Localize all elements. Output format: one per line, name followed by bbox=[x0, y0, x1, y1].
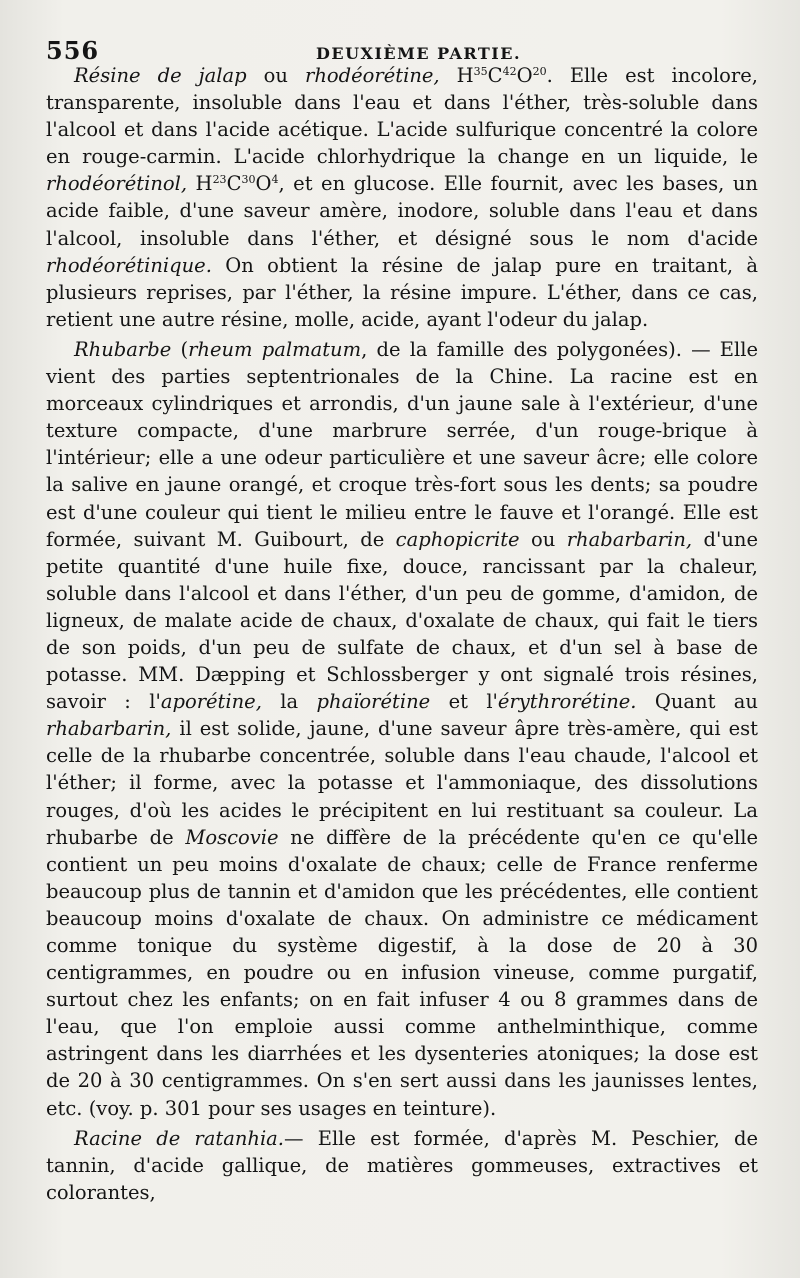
italic-term: rhodéorétinol, bbox=[46, 172, 188, 196]
text-run: . Elle est incolore, transparente, insoluble dans l'eau et dans l'éther, très-soluble dans l'alcool et dans l'acide acétique. L'acide sulfurique concentré la colore en rouge-carmin. L'acide chlorhydrique la change en un liquide, le bbox=[46, 64, 758, 169]
paragraph-racine-de-ratanhia bbox=[46, 1125, 758, 1206]
formula-subscript: 23 bbox=[212, 173, 227, 187]
italic-term: érythrorétine. bbox=[497, 690, 637, 714]
italic-term: phaïorétine bbox=[316, 690, 431, 714]
text-run: la bbox=[261, 690, 317, 714]
italic-term: rhabarbarin, bbox=[46, 717, 172, 741]
paragraph-resine-de-jalap bbox=[46, 62, 758, 333]
italic-term: Moscovie bbox=[185, 825, 279, 849]
text-run: H bbox=[187, 172, 213, 196]
text-run: O bbox=[516, 64, 533, 87]
italic-term: rhodéorétine, bbox=[305, 64, 440, 87]
italic-term: caphopicrite bbox=[395, 527, 520, 551]
text-run: , de la famille des polygonées). — Elle vient des parties septentrionales de la Chine. La racine est en morceaux cylindriques et arrondis, d'un jaune sale à l'extérieur, d'une texture compacte, d'une marbrure serrée, d'un rouge-brique à l'intérieur; elle a une odeur particulière et une saveur âcre; elle colore la salive en jaune orangé, et croque très-fort sous les dents; sa poudre est d'une couleur qui tient le milieu entre le fauve et l'orangé. Elle est formée, suivant M. Guibourt, de bbox=[46, 337, 759, 551]
text-run: On obtient la résine de jalap pure en traitant, à plusieurs reprises, par l'éther, la résine impure. L'éther, dans ce cas, retient une autre résine, molle, acide, ayant l'odeur du jalap. bbox=[46, 253, 758, 331]
running-head: DEUXIÈME PARTIE. bbox=[316, 44, 522, 63]
text-run: il est solide, jaune, d'une saveur âpre très-amère, qui est celle de la rhubarbe concentrée, soluble dans l'eau chaude, l'alcool et l'éther; il forme, avec la potasse et l'ammoniaque, des dissolutions rouges, d'où les acides le précipitent en lui restituant sa couleur. La rhubarbe de bbox=[46, 717, 758, 849]
formula-subscript: 4 bbox=[271, 173, 279, 187]
text-run: ne diffère de la précédente qu'en ce qu'elle contient un peu moins d'oxalate de chaux; celle de France renferme beaucoup plus de tannin et d'amidon que les précédentes, elle contient beaucoup moins d'oxalate de chaux. On administre ce médicament comme tonique du système digestif, à la dose de 20 à 30 centigrammes, en poudre ou en infusion vineuse, comme purgatif, surtout chez les enfants; on en fait infuser 4 ou 8 grammes dans de l'eau, que l'on emploie aussi comme anthelminthique, comme astringent dans les diarrhées et les dysenteries atoniques; la dose est de 20 à 30 centigrammes. On s'en sert aussi dans les jaunisses lentes, etc. (voy. p. 301 pour ses usages en teinture). bbox=[46, 825, 758, 1120]
text-run: ou bbox=[246, 64, 306, 87]
formula-subscript: 30 bbox=[241, 173, 256, 187]
page-body bbox=[46, 62, 758, 1206]
text-run: ou bbox=[519, 527, 567, 551]
italic-term: rheum palmatum bbox=[188, 337, 362, 361]
paragraph-rhubarbe bbox=[46, 336, 758, 1122]
text-run: C bbox=[226, 172, 242, 196]
page-number: 556 bbox=[46, 36, 100, 65]
italic-term: Racine de ratanhia. bbox=[74, 1126, 285, 1150]
text-run: d'une petite quantité d'une huile fixe, douce, rancissant par la chaleur, soluble dans l'alcool et dans l'éther, d'un peu de gomme, d'amidon, de ligneux, de malate acide de chaux, d'oxalate de chaux, qui fait le tiers de son poids, d'un peu de sulfate de chaux, et d'un sel à base de potasse. MM. Dæpping et Schlossberger y ont signalé trois résines, savoir : l' bbox=[46, 527, 759, 714]
italic-term: Rhubarbe bbox=[74, 337, 172, 361]
formula-subscript: 42 bbox=[502, 65, 517, 78]
text-run: , et en glucose. Elle fournit, avec les bases, un acide faible, d'une saveur amère, inodore, soluble dans l'eau et dans l'alcool, insoluble dans l'éther, et désigné sous le nom d'acide bbox=[46, 172, 758, 250]
italic-term: Résine de jalap bbox=[74, 64, 247, 87]
text-run: Quant au bbox=[636, 690, 758, 714]
text-run: ( bbox=[171, 337, 189, 361]
text-run: O bbox=[255, 172, 272, 196]
italic-term: rhabarbarin, bbox=[566, 527, 693, 551]
text-run: H bbox=[439, 64, 474, 87]
text-run: — Elle est formée, d'après M. Peschier, de tannin, d'acide gallique, de matières gommeuses, extractives et colorantes, bbox=[46, 1126, 758, 1204]
formula-subscript: 35 bbox=[473, 65, 488, 78]
italic-term: aporétine, bbox=[160, 690, 262, 714]
italic-term: rhodéorétinique. bbox=[46, 253, 212, 277]
text-run: C bbox=[487, 64, 503, 87]
text-run: et l' bbox=[430, 690, 498, 714]
formula-subscript: 20 bbox=[532, 65, 547, 78]
